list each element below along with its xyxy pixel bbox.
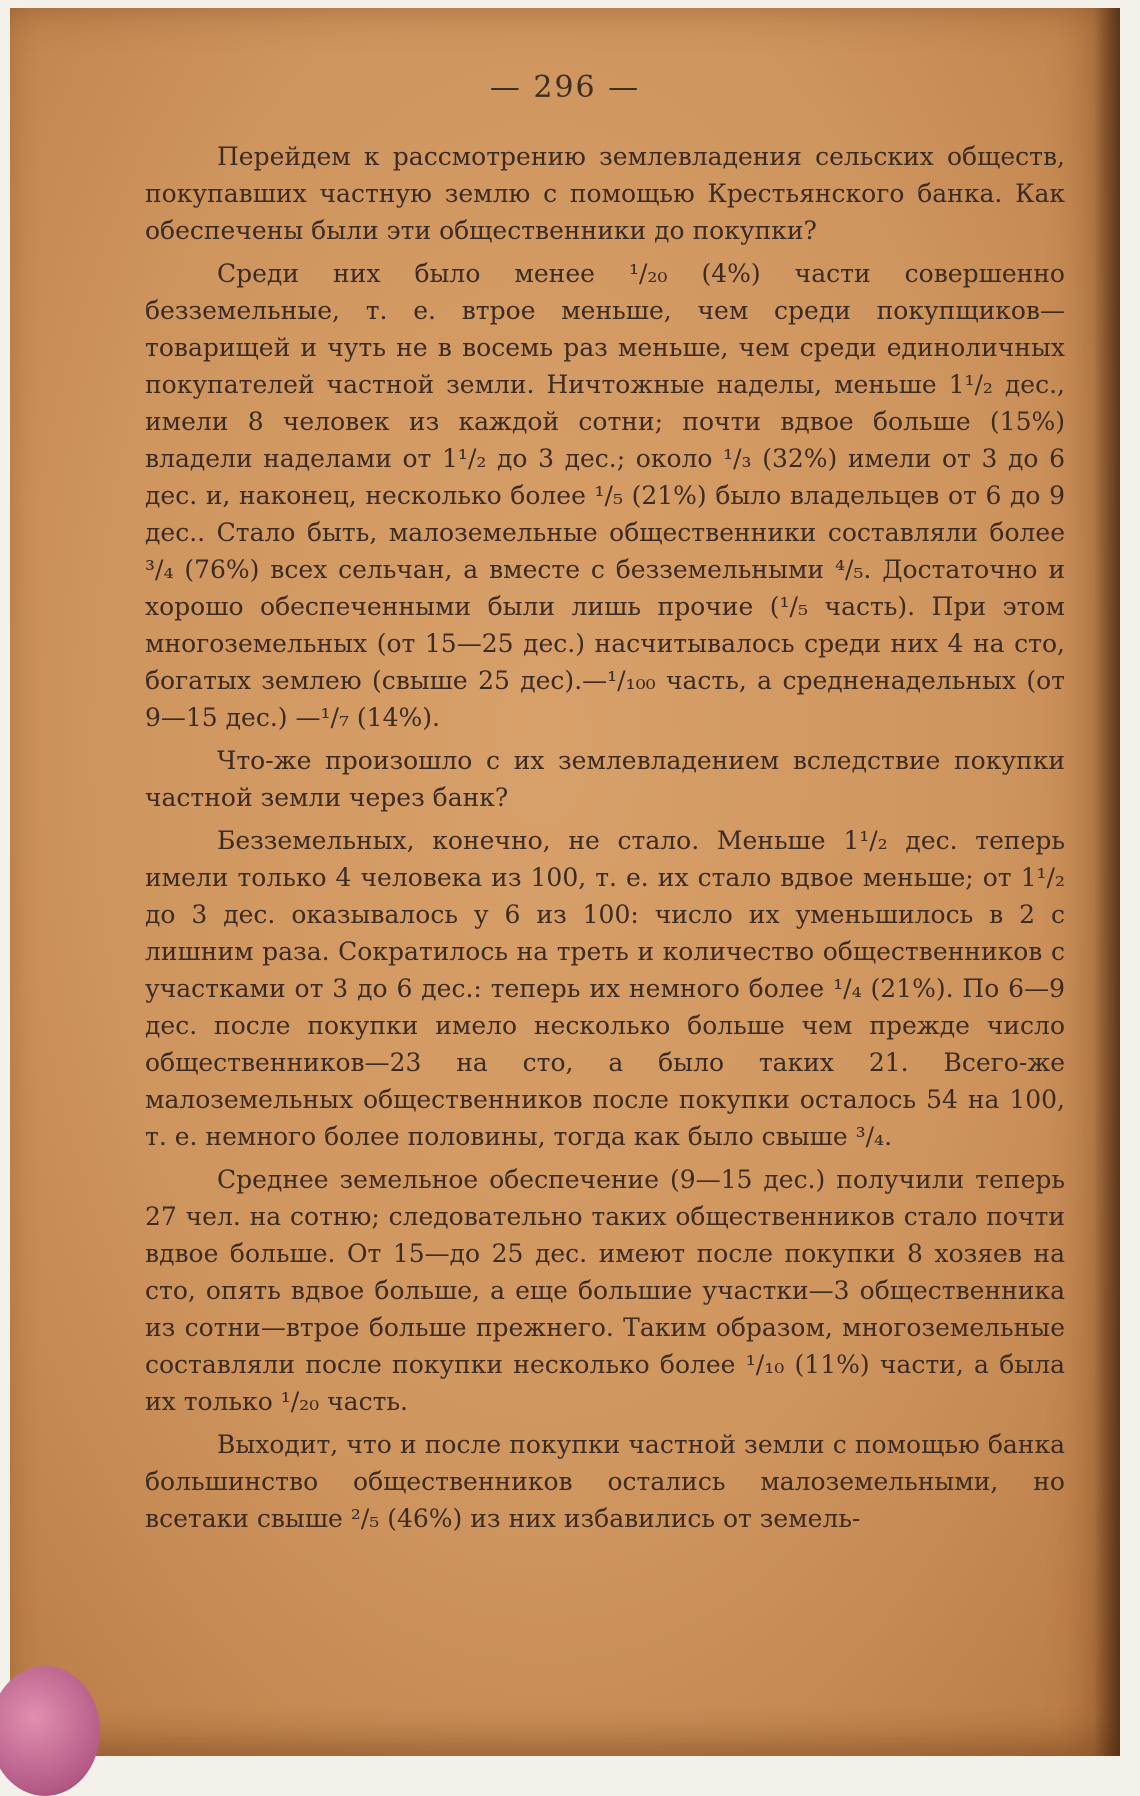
scanned-page (10, 8, 1120, 1756)
paragraph-4: Безземельных, конечно, не стало. Меньше 1¹/₂ дес. теперь имели только 4 человека из 100, т. е. их стало вдвое меньше; от 1¹/₂ до 3 дес. оказывалось у 6 из 100: число их уменьшилось в 2 с лишним раза. Сократилось на треть и количество общественников с участками от 3 до 6 дес.: теперь их немного более ¹/₄ (21%). По 6—9 дес. после покупки имело несколько больше чем прежде число общественников—23 на сто, а было таких 21. Всего-же малоземельных общественников после покупки осталось 54 на 100, т. е. немного более половины, тогда как было свыше ³/₄. (145, 826, 1065, 1151)
page-number: — 296 — (489, 70, 641, 105)
paragraph-1: Перейдем к рассмотрению землевладения сельских обществ, покупавших частную землю с помощью Крестьянского банка. Как обеспечены были эти общественники до покупки? (145, 142, 1065, 245)
paragraph-2: Среди них было менее ¹/₂₀ (4%) части совершенно безземельные, т. е. втрое меньше, чем среди покупщиков—товарищей и чуть не в восемь раз меньше, чем среди единоличных покупателей частной земли. Ничтожные наделы, меньше 1¹/₂ дес., имели 8 человек из каждой сотни; почти вдвое больше (15%) владели наделами от 1¹/₂ до 3 дес.; около ¹/₃ (32%) имели от 3 до 6 дес. и, наконец, несколько более ¹/₅ (21%) было владельцев от 6 до 9 дес.. Стало быть, малоземельные общественники составляли более ³/₄ (76%) всех сельчан, а вместе с безземельными ⁴/₅. Достаточно и хорошо обеспеченными были лишь прочие (¹/₅ часть). При этом многоземельных (от 15—25 дес.) насчитывалось среди них 4 на сто, богатых землею (свыше 25 дес).—¹/₁₀₀ часть, а средненадельных (от 9—15 дес.) —¹/₇ (14%). (145, 259, 1065, 732)
paragraph-6: Выходит, что и после покупки частной земли с помощью банка большинство общественников остались малоземельными, но всетаки свыше ²/₅ (46%) из них избавились от земель- (145, 1430, 1065, 1533)
paragraph-5: Среднее земельное обеспечение (9—15 дес.) получили теперь 27 чел. на сотню; следовательно таких общественников стало почти вдвое больше. От 15—до 25 дес. имеют после покупки 8 хозяев на сто, опять вдвое больше, а еще большие участки—3 общественника из сотни—втрое больше прежнего. Таким образом, многоземельные составляли после покупки несколько более ¹/₁₀ (11%) части, а была их только ¹/₂₀ часть. (145, 1165, 1065, 1416)
page-body (145, 138, 1065, 1543)
thumb-in-corner (0, 1666, 100, 1796)
paragraph-3: Что-же произошло с их землевладением вследствие покупки частной земли через банк? (145, 746, 1065, 812)
page-shadow-edge (1094, 8, 1120, 1756)
